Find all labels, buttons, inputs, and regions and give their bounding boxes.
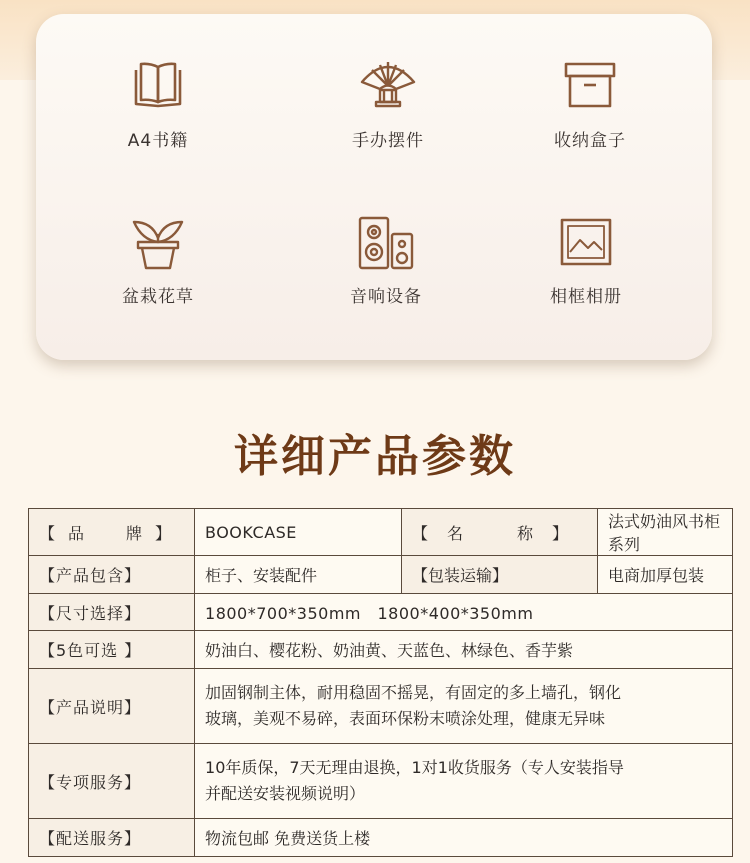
use-item-frames (506, 212, 666, 332)
spec-key-packaging: 【包装运输】 (402, 556, 598, 594)
use-label: 盆栽花草 (122, 287, 194, 307)
picture-frame-icon (556, 212, 616, 272)
table-row (29, 631, 733, 669)
spec-value-brand: BOOKCASE (195, 509, 402, 556)
use-item-books (78, 56, 238, 176)
table-row (29, 556, 733, 594)
spec-key-colors: 【5色可选 】 (29, 631, 195, 669)
spec-key-includes: 【产品包含】 (29, 556, 195, 594)
fan-figurine-icon (358, 56, 418, 116)
spec-value-size: 1800*700*350mm 1800*400*350mm (195, 594, 733, 631)
book-icon (128, 56, 188, 116)
storage-box-icon (560, 56, 620, 116)
spec-key-service: 【专项服务】 (29, 744, 195, 819)
speaker-icon (356, 212, 416, 272)
spec-key-delivery: 【配送服务】 (29, 819, 195, 857)
spec-value-delivery: 物流包邮 免费送货上楼 (195, 819, 733, 857)
section-title: 详细产品参数 (234, 431, 516, 482)
spec-table (28, 508, 733, 857)
potted-plant-icon (128, 212, 188, 272)
spec-value-includes: 柜子、安装配件 (195, 556, 402, 594)
use-item-storage (510, 56, 670, 176)
use-label: A4书籍 (127, 131, 189, 151)
spec-key-description: 【产品说明】 (29, 669, 195, 744)
use-item-plants (78, 212, 238, 332)
spec-value-colors: 奶油白、樱花粉、奶油黄、天蓝色、林绿色、香芋紫 (195, 631, 733, 669)
table-row (29, 594, 733, 631)
use-label: 相框相册 (550, 287, 622, 307)
table-row (29, 669, 733, 744)
table-row (29, 744, 733, 819)
spec-key-name: 【名 称】 (402, 509, 598, 556)
table-row (29, 819, 733, 857)
spec-key-size: 【尺寸选择】 (29, 594, 195, 631)
use-label: 音响设备 (350, 287, 422, 307)
spec-value-description: 加固钢制主体，耐用稳固不摇晃，有固定的多上墙孔，钢化 玻璃，美观不易碎，表面环保粉末喷涂处理，健康无异味 (195, 669, 733, 744)
use-label: 手办摆件 (352, 131, 424, 151)
spec-value-name: 法式奶油风书柜系列 (598, 509, 733, 556)
table-row (29, 509, 733, 556)
spec-key-brand: 【品 牌】 (29, 509, 195, 556)
spec-value-packaging: 电商加厚包装 (598, 556, 733, 594)
use-item-figurines (308, 56, 468, 176)
use-item-speakers (306, 212, 466, 332)
use-label: 收纳盒子 (554, 131, 626, 151)
usage-card (36, 14, 712, 360)
spec-value-service: 10年质保，7天无理由退换，1对1收货服务（专人安装指导 并配送安装视频说明） (195, 744, 733, 819)
